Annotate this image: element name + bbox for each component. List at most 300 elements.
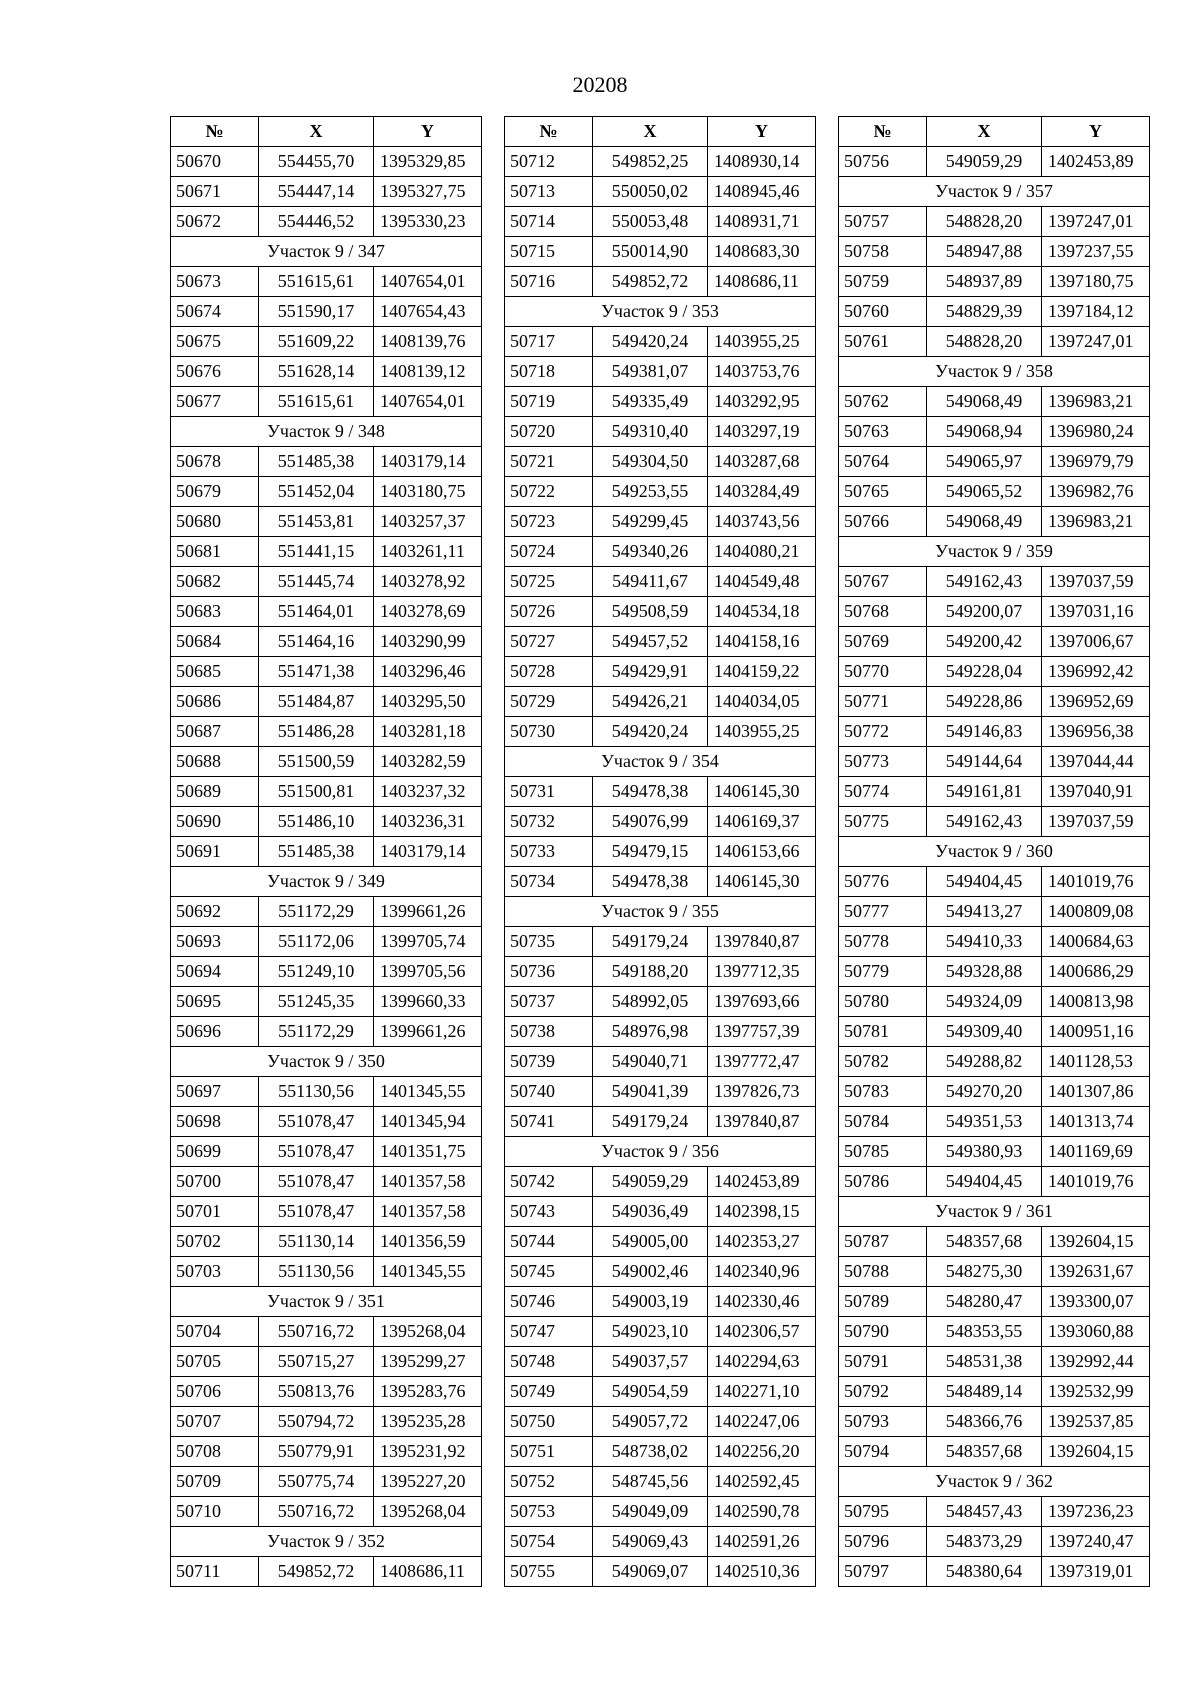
table-row: [839, 1107, 1150, 1137]
section-title: Участок 9 / 358: [839, 357, 1150, 387]
point-number: 50694: [171, 957, 259, 987]
table-row: [171, 1467, 482, 1497]
point-number: 50741: [505, 1107, 593, 1137]
table-row: [171, 1227, 482, 1257]
point-number: 50689: [171, 777, 259, 807]
table-row: [839, 327, 1150, 357]
x-coordinate: 548829,39: [927, 297, 1042, 327]
y-coordinate: 1402340,96: [708, 1257, 816, 1287]
table-row: [839, 687, 1150, 717]
x-coordinate: 548353,55: [927, 1317, 1042, 1347]
y-coordinate: 1401128,53: [1042, 1047, 1150, 1077]
y-coordinate: 1402256,20: [708, 1437, 816, 1467]
point-number: 50682: [171, 567, 259, 597]
table-row: [171, 1347, 482, 1377]
section-row: [839, 1467, 1150, 1497]
header-row: [839, 117, 1150, 147]
section-title: Участок 9 / 351: [171, 1287, 482, 1317]
section-title: Участок 9 / 352: [171, 1527, 482, 1557]
y-coordinate: 1401345,55: [374, 1077, 482, 1107]
table-row: [171, 537, 482, 567]
table-row: [505, 987, 816, 1017]
table-row: [505, 1017, 816, 1047]
section-row: [839, 1197, 1150, 1227]
x-coordinate: 549057,72: [593, 1407, 708, 1437]
table-row: [171, 1077, 482, 1107]
point-number: 50683: [171, 597, 259, 627]
x-coordinate: 549068,49: [927, 507, 1042, 537]
y-coordinate: 1399705,56: [374, 957, 482, 987]
x-coordinate: 548531,38: [927, 1347, 1042, 1377]
x-coordinate: 549508,59: [593, 597, 708, 627]
point-number: 50684: [171, 627, 259, 657]
table-row: [171, 927, 482, 957]
table-row: [505, 1497, 816, 1527]
y-coordinate: 1402247,06: [708, 1407, 816, 1437]
y-coordinate: 1401357,58: [374, 1167, 482, 1197]
table-row: [839, 807, 1150, 837]
y-coordinate: 1402590,78: [708, 1497, 816, 1527]
x-coordinate: 551452,04: [259, 477, 374, 507]
y-coordinate: 1395283,76: [374, 1377, 482, 1407]
table-row: [839, 1437, 1150, 1467]
y-coordinate: 1392604,15: [1042, 1227, 1150, 1257]
point-number: 50697: [171, 1077, 259, 1107]
table-row: [839, 1167, 1150, 1197]
table-row: [839, 1227, 1150, 1257]
point-number: 50690: [171, 807, 259, 837]
y-coordinate: 1403297,19: [708, 417, 816, 447]
x-coordinate: 549069,43: [593, 1527, 708, 1557]
point-number: 50708: [171, 1437, 259, 1467]
x-coordinate: 549054,59: [593, 1377, 708, 1407]
point-number: 50735: [505, 927, 593, 957]
table-row: [505, 1557, 816, 1587]
x-coordinate: 548357,68: [927, 1227, 1042, 1257]
point-number: 50698: [171, 1107, 259, 1137]
x-coordinate: 549299,45: [593, 507, 708, 537]
x-coordinate: 548366,76: [927, 1407, 1042, 1437]
table-row: [171, 897, 482, 927]
point-number: 50732: [505, 807, 593, 837]
point-number: 50686: [171, 687, 259, 717]
y-coordinate: 1393060,88: [1042, 1317, 1150, 1347]
table-row: [505, 957, 816, 987]
section-title: Участок 9 / 361: [839, 1197, 1150, 1227]
y-coordinate: 1395268,04: [374, 1317, 482, 1347]
point-number: 50767: [839, 567, 927, 597]
point-number: 50759: [839, 267, 927, 297]
y-coordinate: 1403296,46: [374, 657, 482, 687]
x-coordinate: 549478,38: [593, 777, 708, 807]
y-coordinate: 1407654,01: [374, 387, 482, 417]
section-row: [839, 537, 1150, 567]
x-coordinate: 551172,06: [259, 927, 374, 957]
table-row: [171, 1497, 482, 1527]
point-number: 50787: [839, 1227, 927, 1257]
y-coordinate: 1403281,18: [374, 717, 482, 747]
y-coordinate: 1396983,21: [1042, 507, 1150, 537]
table-row: [839, 987, 1150, 1017]
x-coordinate: 549479,15: [593, 837, 708, 867]
point-number: 50774: [839, 777, 927, 807]
table-row: [839, 1017, 1150, 1047]
point-number: 50747: [505, 1317, 593, 1347]
table-row: [505, 867, 816, 897]
x-coordinate: 549420,24: [593, 327, 708, 357]
x-coordinate: 549179,24: [593, 1107, 708, 1137]
y-coordinate: 1397757,39: [708, 1017, 816, 1047]
y-coordinate: 1402591,26: [708, 1527, 816, 1557]
x-coordinate: 551078,47: [259, 1197, 374, 1227]
table-row: [505, 597, 816, 627]
y-coordinate: 1403284,49: [708, 477, 816, 507]
table-row: [505, 837, 816, 867]
x-coordinate: 549310,40: [593, 417, 708, 447]
point-number: 50723: [505, 507, 593, 537]
x-coordinate: 549413,27: [927, 897, 1042, 927]
point-number: 50722: [505, 477, 593, 507]
x-coordinate: 549200,07: [927, 597, 1042, 627]
y-header: Y: [1042, 117, 1150, 147]
x-coordinate: 549228,04: [927, 657, 1042, 687]
point-number: 50765: [839, 477, 927, 507]
x-coordinate: 548828,20: [927, 327, 1042, 357]
table-row: [839, 1527, 1150, 1557]
point-number: 50793: [839, 1407, 927, 1437]
table-row: [505, 207, 816, 237]
point-number: 50782: [839, 1047, 927, 1077]
section-row: [839, 837, 1150, 867]
point-number: 50730: [505, 717, 593, 747]
y-header: Y: [374, 117, 482, 147]
x-coordinate: 549146,83: [927, 717, 1042, 747]
x-coordinate: 554446,52: [259, 207, 374, 237]
point-number: 50769: [839, 627, 927, 657]
point-number: 50754: [505, 1527, 593, 1557]
point-number: 50685: [171, 657, 259, 687]
y-coordinate: 1396956,38: [1042, 717, 1150, 747]
point-number: 50788: [839, 1257, 927, 1287]
x-header: X: [927, 117, 1042, 147]
x-coordinate: 548947,88: [927, 237, 1042, 267]
section-title: Участок 9 / 353: [505, 297, 816, 327]
y-coordinate: 1408139,76: [374, 327, 482, 357]
point-number: 50768: [839, 597, 927, 627]
table-row: [505, 267, 816, 297]
table-row: [171, 1557, 482, 1587]
x-coordinate: 549059,29: [927, 147, 1042, 177]
point-number: 50762: [839, 387, 927, 417]
table-row: [171, 387, 482, 417]
section-row: [505, 297, 816, 327]
point-number: 50679: [171, 477, 259, 507]
point-number: 50731: [505, 777, 593, 807]
point-number: 50695: [171, 987, 259, 1017]
point-number: 50691: [171, 837, 259, 867]
x-coordinate: 549380,93: [927, 1137, 1042, 1167]
point-number: 50687: [171, 717, 259, 747]
y-coordinate: 1397044,44: [1042, 747, 1150, 777]
table-row: [505, 417, 816, 447]
y-coordinate: 1396982,76: [1042, 477, 1150, 507]
table-row: [839, 1557, 1150, 1587]
table-row: [839, 777, 1150, 807]
x-coordinate: 549228,86: [927, 687, 1042, 717]
point-number: 50716: [505, 267, 593, 297]
x-coordinate: 548275,30: [927, 1257, 1042, 1287]
point-number: 50725: [505, 567, 593, 597]
point-number: 50671: [171, 177, 259, 207]
x-coordinate: 550715,27: [259, 1347, 374, 1377]
table-row: [171, 1317, 482, 1347]
x-coordinate: 549429,91: [593, 657, 708, 687]
point-number: 50711: [171, 1557, 259, 1587]
x-coordinate: 549340,26: [593, 537, 708, 567]
table-row: [505, 777, 816, 807]
x-coordinate: 551172,29: [259, 1017, 374, 1047]
x-coordinate: 551464,16: [259, 627, 374, 657]
point-number: 50737: [505, 987, 593, 1017]
x-coordinate: 549410,33: [927, 927, 1042, 957]
x-coordinate: 550050,02: [593, 177, 708, 207]
table-row: [171, 1167, 482, 1197]
section-title: Участок 9 / 355: [505, 897, 816, 927]
x-coordinate: 549309,40: [927, 1017, 1042, 1047]
point-number: 50693: [171, 927, 259, 957]
x-coordinate: 548489,14: [927, 1377, 1042, 1407]
y-coordinate: 1397180,75: [1042, 267, 1150, 297]
y-coordinate: 1403743,56: [708, 507, 816, 537]
table-row: [171, 717, 482, 747]
header-row: [505, 117, 816, 147]
table-row: [505, 1347, 816, 1377]
x-coordinate: 549040,71: [593, 1047, 708, 1077]
y-coordinate: 1397693,66: [708, 987, 816, 1017]
y-coordinate: 1397712,35: [708, 957, 816, 987]
y-coordinate: 1408686,11: [374, 1557, 482, 1587]
point-number: 50778: [839, 927, 927, 957]
x-coordinate: 549478,38: [593, 867, 708, 897]
section-title: Участок 9 / 347: [171, 237, 482, 267]
table-row: [839, 507, 1150, 537]
section-title: Участок 9 / 348: [171, 417, 482, 447]
y-coordinate: 1408683,30: [708, 237, 816, 267]
table-row: [839, 1317, 1150, 1347]
y-coordinate: 1392532,99: [1042, 1377, 1150, 1407]
section-title: Участок 9 / 357: [839, 177, 1150, 207]
table-row: [839, 1407, 1150, 1437]
table-row: [839, 747, 1150, 777]
y-coordinate: 1408945,46: [708, 177, 816, 207]
x-coordinate: 548976,98: [593, 1017, 708, 1047]
y-coordinate: 1408686,11: [708, 267, 816, 297]
section-title: Участок 9 / 349: [171, 867, 482, 897]
x-coordinate: 551486,28: [259, 717, 374, 747]
x-coordinate: 549069,07: [593, 1557, 708, 1587]
point-number: 50758: [839, 237, 927, 267]
y-coordinate: 1397826,73: [708, 1077, 816, 1107]
point-number: 50717: [505, 327, 593, 357]
table-row: [171, 1017, 482, 1047]
y-coordinate: 1403179,14: [374, 447, 482, 477]
point-number: 50692: [171, 897, 259, 927]
table-row: [171, 1377, 482, 1407]
x-coordinate: 551078,47: [259, 1167, 374, 1197]
y-coordinate: 1401019,76: [1042, 867, 1150, 897]
x-coordinate: 551464,01: [259, 597, 374, 627]
y-coordinate: 1397040,91: [1042, 777, 1150, 807]
section-row: [171, 867, 482, 897]
y-coordinate: 1404549,48: [708, 567, 816, 597]
table-row: [171, 807, 482, 837]
y-coordinate: 1397772,47: [708, 1047, 816, 1077]
y-coordinate: 1392631,67: [1042, 1257, 1150, 1287]
table-row: [171, 987, 482, 1017]
x-coordinate: 549076,99: [593, 807, 708, 837]
y-coordinate: 1400813,98: [1042, 987, 1150, 1017]
point-number: 50719: [505, 387, 593, 417]
point-number: 50714: [505, 207, 593, 237]
y-coordinate: 1397840,87: [708, 927, 816, 957]
point-number: 50675: [171, 327, 259, 357]
point-number: 50704: [171, 1317, 259, 1347]
table-row: [505, 147, 816, 177]
x-coordinate: 551485,38: [259, 837, 374, 867]
x-coordinate: 550775,74: [259, 1467, 374, 1497]
table-row: [171, 957, 482, 987]
table-row: [839, 567, 1150, 597]
y-coordinate: 1403753,76: [708, 357, 816, 387]
x-coordinate: 548745,56: [593, 1467, 708, 1497]
x-coordinate: 549852,72: [259, 1557, 374, 1587]
table-row: [505, 447, 816, 477]
table-row: [505, 1437, 816, 1467]
x-coordinate: 551172,29: [259, 897, 374, 927]
table-row: [505, 1257, 816, 1287]
point-number: 50770: [839, 657, 927, 687]
x-coordinate: 548457,43: [927, 1497, 1042, 1527]
table-row: [171, 1197, 482, 1227]
x-coordinate: 549065,97: [927, 447, 1042, 477]
y-coordinate: 1402510,36: [708, 1557, 816, 1587]
table-row: [839, 657, 1150, 687]
x-coordinate: 549023,10: [593, 1317, 708, 1347]
y-coordinate: 1402453,89: [1042, 147, 1150, 177]
table-row: [839, 597, 1150, 627]
y-coordinate: 1404080,21: [708, 537, 816, 567]
y-coordinate: 1406153,66: [708, 837, 816, 867]
x-coordinate: 549328,88: [927, 957, 1042, 987]
section-title: Участок 9 / 354: [505, 747, 816, 777]
y-coordinate: 1401351,75: [374, 1137, 482, 1167]
y-coordinate: 1395299,27: [374, 1347, 482, 1377]
y-coordinate: 1396979,79: [1042, 447, 1150, 477]
x-coordinate: 554447,14: [259, 177, 374, 207]
point-number: 50771: [839, 687, 927, 717]
y-coordinate: 1395327,75: [374, 177, 482, 207]
x-coordinate: 551485,38: [259, 447, 374, 477]
y-coordinate: 1400951,16: [1042, 1017, 1150, 1047]
table-row: [171, 837, 482, 867]
table-row: [171, 267, 482, 297]
section-row: [171, 417, 482, 447]
x-coordinate: 549036,49: [593, 1197, 708, 1227]
table-row: [505, 537, 816, 567]
point-number: 50740: [505, 1077, 593, 1107]
point-number: 50766: [839, 507, 927, 537]
table-row: [171, 477, 482, 507]
x-coordinate: 549188,20: [593, 957, 708, 987]
x-coordinate: 549324,09: [927, 987, 1042, 1017]
table-row: [171, 1407, 482, 1437]
table-row: [171, 1257, 482, 1287]
y-coordinate: 1395231,92: [374, 1437, 482, 1467]
y-coordinate: 1397247,01: [1042, 207, 1150, 237]
table-row: [839, 477, 1150, 507]
y-coordinate: 1397240,47: [1042, 1527, 1150, 1557]
table-row: [839, 1077, 1150, 1107]
point-number: 50688: [171, 747, 259, 777]
point-number: 50673: [171, 267, 259, 297]
y-coordinate: 1395329,85: [374, 147, 482, 177]
table-row: [505, 327, 816, 357]
y-coordinate: 1402592,45: [708, 1467, 816, 1497]
y-coordinate: 1402306,57: [708, 1317, 816, 1347]
table-row: [839, 1137, 1150, 1167]
point-number: 50729: [505, 687, 593, 717]
table-row: [505, 237, 816, 267]
table-row: [839, 1497, 1150, 1527]
y-coordinate: 1406145,30: [708, 867, 816, 897]
x-coordinate: 549335,49: [593, 387, 708, 417]
y-coordinate: 1402453,89: [708, 1167, 816, 1197]
coordinates-table-3: [838, 116, 1150, 1587]
y-coordinate: 1402271,10: [708, 1377, 816, 1407]
section-row: [839, 177, 1150, 207]
y-coordinate: 1397840,87: [708, 1107, 816, 1137]
y-coordinate: 1407654,43: [374, 297, 482, 327]
table-row: [171, 687, 482, 717]
point-number: 50773: [839, 747, 927, 777]
point-number: 50750: [505, 1407, 593, 1437]
point-number: 50707: [171, 1407, 259, 1437]
y-coordinate: 1403955,25: [708, 717, 816, 747]
point-number: 50674: [171, 297, 259, 327]
point-number: 50728: [505, 657, 593, 687]
x-coordinate: 549162,43: [927, 567, 1042, 597]
x-coordinate: 548937,89: [927, 267, 1042, 297]
x-coordinate: 549161,81: [927, 777, 1042, 807]
table-row: [171, 507, 482, 537]
table-row: [505, 1077, 816, 1107]
table-row: [171, 447, 482, 477]
table-row: [505, 177, 816, 207]
x-coordinate: 549200,42: [927, 627, 1042, 657]
point-number: 50795: [839, 1497, 927, 1527]
x-coordinate: 549049,09: [593, 1497, 708, 1527]
section-title: Участок 9 / 359: [839, 537, 1150, 567]
section-title: Участок 9 / 362: [839, 1467, 1150, 1497]
point-number: 50677: [171, 387, 259, 417]
y-coordinate: 1400684,63: [1042, 927, 1150, 957]
y-coordinate: 1401356,59: [374, 1227, 482, 1257]
x-header: X: [593, 117, 708, 147]
x-coordinate: 548738,02: [593, 1437, 708, 1467]
x-coordinate: 551249,10: [259, 957, 374, 987]
x-coordinate: 551628,14: [259, 357, 374, 387]
y-coordinate: 1397237,55: [1042, 237, 1150, 267]
